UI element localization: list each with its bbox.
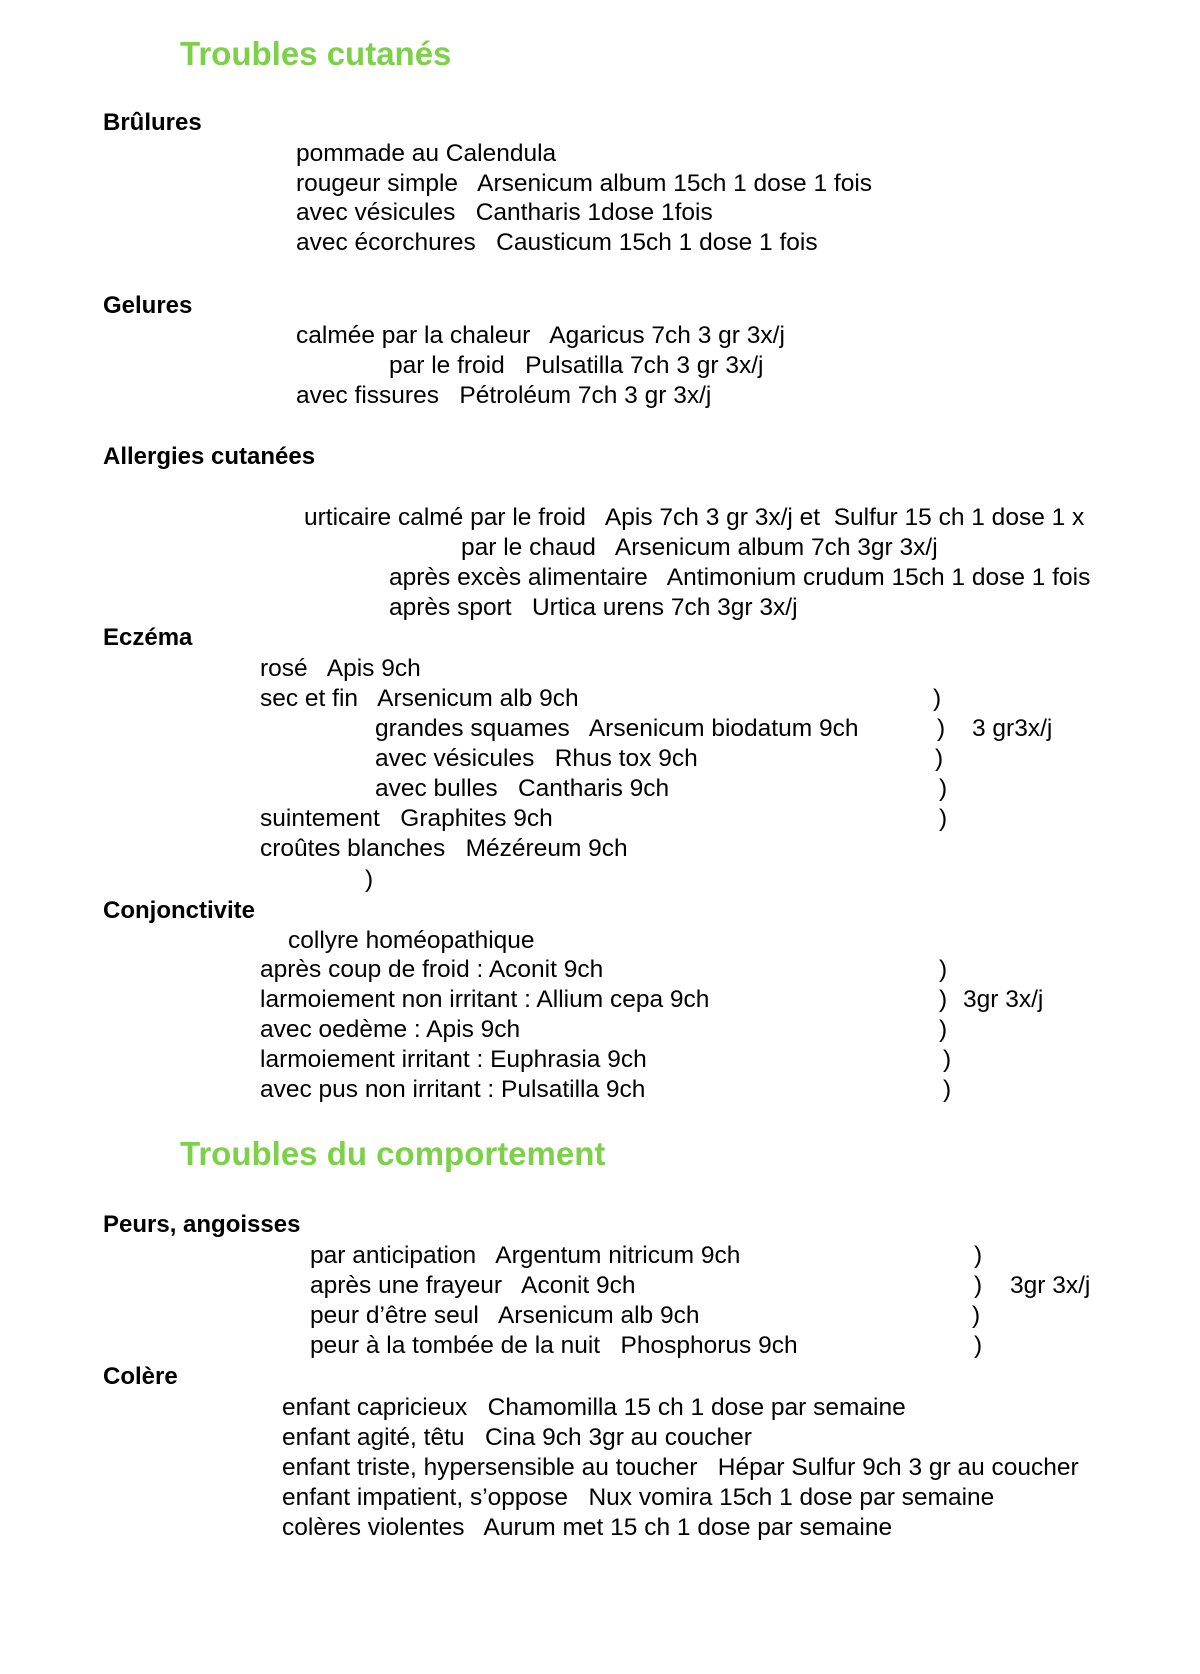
- conjonctivite-dosage: 3gr 3x/j: [963, 986, 1044, 1013]
- eczema-bracket: ): [939, 805, 948, 832]
- eczema-bracket: ): [933, 685, 942, 712]
- allergies-line: par le chaud Arsenicum album 7ch 3gr 3x/j: [461, 534, 938, 561]
- heading-peurs-angoisses: Peurs, angoisses: [103, 1211, 301, 1238]
- peurs-line: peur d’être seul Arsenicum alb 9ch: [310, 1302, 700, 1329]
- eczema-line: suintement Graphites 9ch: [260, 805, 553, 832]
- heading-eczema: Eczéma: [103, 624, 193, 651]
- allergies-line: après excès alimentaire Antimonium crudum 15ch 1 dose 1 fois: [389, 564, 1091, 591]
- conjonctivite-bracket: ): [939, 986, 948, 1013]
- colere-line: enfant triste, hypersensible au toucher Hépar Sulfur 9ch 3 gr au coucher: [282, 1454, 1079, 1481]
- conjonctivite-line: avec pus non irritant : Pulsatilla 9ch: [260, 1076, 646, 1103]
- peurs-line: par anticipation Argentum nitricum 9ch: [310, 1242, 741, 1269]
- heading-allergies-cutanees: Allergies cutanées: [103, 443, 316, 470]
- eczema-bracket: ): [365, 866, 374, 893]
- eczema-line: grandes squames Arsenicum biodatum 9ch: [375, 715, 859, 742]
- gelures-line: calmée par la chaleur Agaricus 7ch 3 gr 3x/j: [296, 322, 785, 349]
- peurs-line: peur à la tombée de la nuit Phosphorus 9ch: [310, 1332, 798, 1359]
- conjonctivite-bracket: ): [939, 1016, 948, 1043]
- peurs-bracket: ): [972, 1302, 981, 1329]
- conjonctivite-line: larmoiement non irritant : Allium cepa 9ch: [260, 986, 710, 1013]
- conjonctivite-line: collyre homéopathique: [288, 927, 535, 954]
- conjonctivite-line: après coup de froid : Aconit 9ch: [260, 956, 604, 983]
- peurs-dosage: 3gr 3x/j: [1010, 1272, 1091, 1299]
- eczema-bracket: ): [935, 745, 944, 772]
- peurs-bracket: ): [974, 1332, 983, 1359]
- conjonctivite-bracket: ): [939, 956, 948, 983]
- brulures-line: avec écorchures Causticum 15ch 1 dose 1 fois: [296, 229, 818, 256]
- eczema-bracket: ): [939, 775, 948, 802]
- conjonctivite-bracket: ): [943, 1076, 952, 1103]
- brulures-line: rougeur simple Arsenicum album 15ch 1 dose 1 fois: [296, 170, 873, 197]
- eczema-line: avec vésicules Rhus tox 9ch: [375, 745, 698, 772]
- conjonctivite-line: larmoiement irritant : Euphrasia 9ch: [260, 1046, 647, 1073]
- eczema-line: avec bulles Cantharis 9ch: [375, 775, 670, 802]
- eczema-dosage: 3 gr3x/j: [972, 715, 1053, 742]
- peurs-line: après une frayeur Aconit 9ch: [310, 1272, 636, 1299]
- section-title-troubles-du-comportement: Troubles du comportement: [180, 1135, 606, 1172]
- eczema-line: rosé Apis 9ch: [260, 655, 421, 682]
- eczema-line: croûtes blanches Mézéreum 9ch: [260, 835, 628, 862]
- allergies-line: urticaire calmé par le froid Apis 7ch 3 gr 3x/j et Sulfur 15 ch 1 dose 1 x: [304, 504, 1085, 531]
- colere-line: enfant agité, têtu Cina 9ch 3gr au coucher: [282, 1424, 752, 1451]
- heading-brulures: Brûlures: [103, 109, 202, 136]
- heading-gelures: Gelures: [103, 292, 193, 319]
- eczema-bracket: ): [937, 715, 946, 742]
- allergies-line: après sport Urtica urens 7ch 3gr 3x/j: [389, 594, 798, 621]
- colere-line: enfant capricieux Chamomilla 15 ch 1 dose par semaine: [282, 1394, 906, 1421]
- colere-line: enfant impatient, s’oppose Nux vomira 15ch 1 dose par semaine: [282, 1484, 995, 1511]
- colere-line: colères violentes Aurum met 15 ch 1 dose par semaine: [282, 1514, 893, 1541]
- conjonctivite-bracket: ): [943, 1046, 952, 1073]
- eczema-line: sec et fin Arsenicum alb 9ch: [260, 685, 579, 712]
- brulures-line: pommade au Calendula: [296, 140, 557, 167]
- gelures-line: par le froid Pulsatilla 7ch 3 gr 3x/j: [389, 352, 764, 379]
- gelures-line: avec fissures Pétroléum 7ch 3 gr 3x/j: [296, 382, 712, 409]
- brulures-line: avec vésicules Cantharis 1dose 1fois: [296, 199, 713, 226]
- heading-colere: Colère: [103, 1363, 178, 1390]
- section-title-troubles-cutanes: Troubles cutanés: [180, 35, 452, 72]
- heading-conjonctivite: Conjonctivite: [103, 897, 256, 924]
- conjonctivite-line: avec oedème : Apis 9ch: [260, 1016, 521, 1043]
- peurs-bracket: ): [974, 1242, 983, 1269]
- peurs-bracket: ): [974, 1272, 983, 1299]
